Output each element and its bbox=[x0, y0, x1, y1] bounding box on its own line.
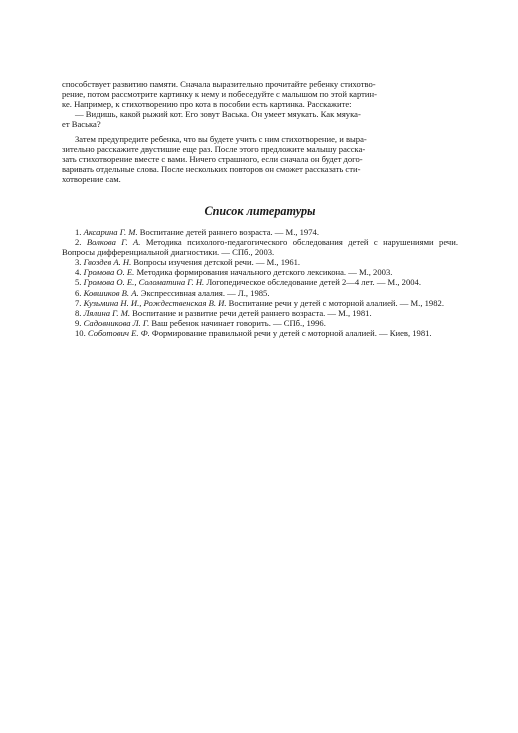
text-line: Затем предупредите ребенка, что вы будете учить с ним стихотворение, и выра- bbox=[75, 134, 367, 144]
reference-text: Методика формирования начального детского лексикона. — М., 2003. bbox=[134, 267, 393, 278]
reference-number: 8. bbox=[75, 307, 82, 318]
reference-number: 10. bbox=[75, 327, 86, 338]
section-title: Список литературы bbox=[204, 204, 316, 218]
text-line: хотворение сам. bbox=[62, 174, 121, 185]
reference-author: Лялина Г. М. bbox=[83, 307, 131, 318]
reference-item bbox=[62, 288, 458, 298]
reference-item bbox=[62, 227, 458, 237]
reference-number: 1. bbox=[75, 227, 82, 237]
reference-item bbox=[62, 298, 458, 308]
reference-author: Аксарина Г. М. bbox=[83, 227, 138, 237]
text-line: варивать отдельные слова. После нескольких повторов он сможет рассказать сти- bbox=[62, 164, 361, 175]
body-paragraph-1 bbox=[62, 79, 458, 129]
reference-text: Экспрессивная алалия. — Л., 1985. bbox=[138, 287, 270, 298]
reference-item bbox=[62, 308, 458, 318]
reference-item bbox=[62, 237, 458, 257]
reference-author: Садовникова Л. Г. bbox=[83, 317, 150, 328]
reference-number: 4. bbox=[75, 267, 82, 278]
reference-number: 2. bbox=[75, 237, 82, 248]
reference-number: 6. bbox=[75, 287, 82, 298]
reference-author: Волкова Г. А. bbox=[86, 237, 141, 248]
reference-list bbox=[62, 227, 458, 338]
text-line: рение, потом рассмотрите картинку к нему и побеседуйте с малышом по этой картин- bbox=[62, 89, 377, 100]
reference-text: Ваш ребенок начинает говорить. — СПб., 1996. bbox=[149, 317, 326, 328]
text-line: способствует развитию памяти. Сначала выразительно прочитайте ребенку стихотво- bbox=[62, 79, 376, 89]
body-paragraph-2 bbox=[62, 134, 458, 184]
reference-author: Громова О. Е., Соломатина Г. Н. bbox=[83, 277, 205, 288]
reference-text: Вопросы изучения детской речи. — М., 1961. bbox=[131, 257, 301, 268]
reference-text: Воспитание детей раннего возраста. — М., 1974. bbox=[137, 227, 319, 237]
reference-text: Воспитание речи у детей с моторной алалией. — М., 1982. bbox=[226, 297, 444, 308]
text-line: зать стихотворение вместе с вами. Ничего страшного, если сначала он будет дого- bbox=[62, 154, 363, 165]
reference-item bbox=[62, 257, 458, 267]
reference-item bbox=[62, 318, 458, 328]
reference-item bbox=[62, 277, 458, 287]
reference-number: 3. bbox=[75, 257, 82, 268]
reference-author: Соботович Е. Ф. bbox=[87, 327, 150, 338]
reference-text: Методика психолого-педагогического обследования детей с нарушениями речи. Вопросы дифференциальной диагностики. — СПб., 2003. bbox=[62, 237, 458, 258]
reference-item bbox=[62, 267, 458, 277]
text-line: зительно расскажите двустишие еще раз. После этого предложите малышу расска- bbox=[62, 144, 366, 155]
reference-number: 5. bbox=[75, 277, 82, 288]
reference-author: Громова О. Е. bbox=[83, 267, 135, 278]
reference-author: Гвоздев А. Н. bbox=[83, 257, 132, 268]
reference-author: Кузьмина Н. И., Рождественская В. И. bbox=[83, 297, 227, 308]
reference-author: Ковшиков В. А. bbox=[83, 287, 139, 298]
reference-text: Логопедическое обследование детей 2—4 лет. — М., 2004. bbox=[204, 277, 421, 288]
reference-item bbox=[62, 328, 458, 338]
reference-text: Воспитание и развитие речи детей раннего возраста. — М., 1981. bbox=[130, 307, 372, 318]
reference-number: 9. bbox=[75, 317, 82, 328]
reference-text: Формирование правильной речи у детей с моторной алалией. — Киев, 1981. bbox=[149, 327, 432, 338]
reference-number: 7. bbox=[75, 297, 82, 308]
text-line: ет Васька? bbox=[62, 119, 101, 130]
text-line: — Видишь, какой рыжий кот. Его зовут Васька. Он умеет мяукать. Как мяука- bbox=[75, 109, 361, 120]
text-line: ке. Например, к стихотворению про кота в пособии есть картинка. Расскажите: bbox=[62, 99, 352, 110]
